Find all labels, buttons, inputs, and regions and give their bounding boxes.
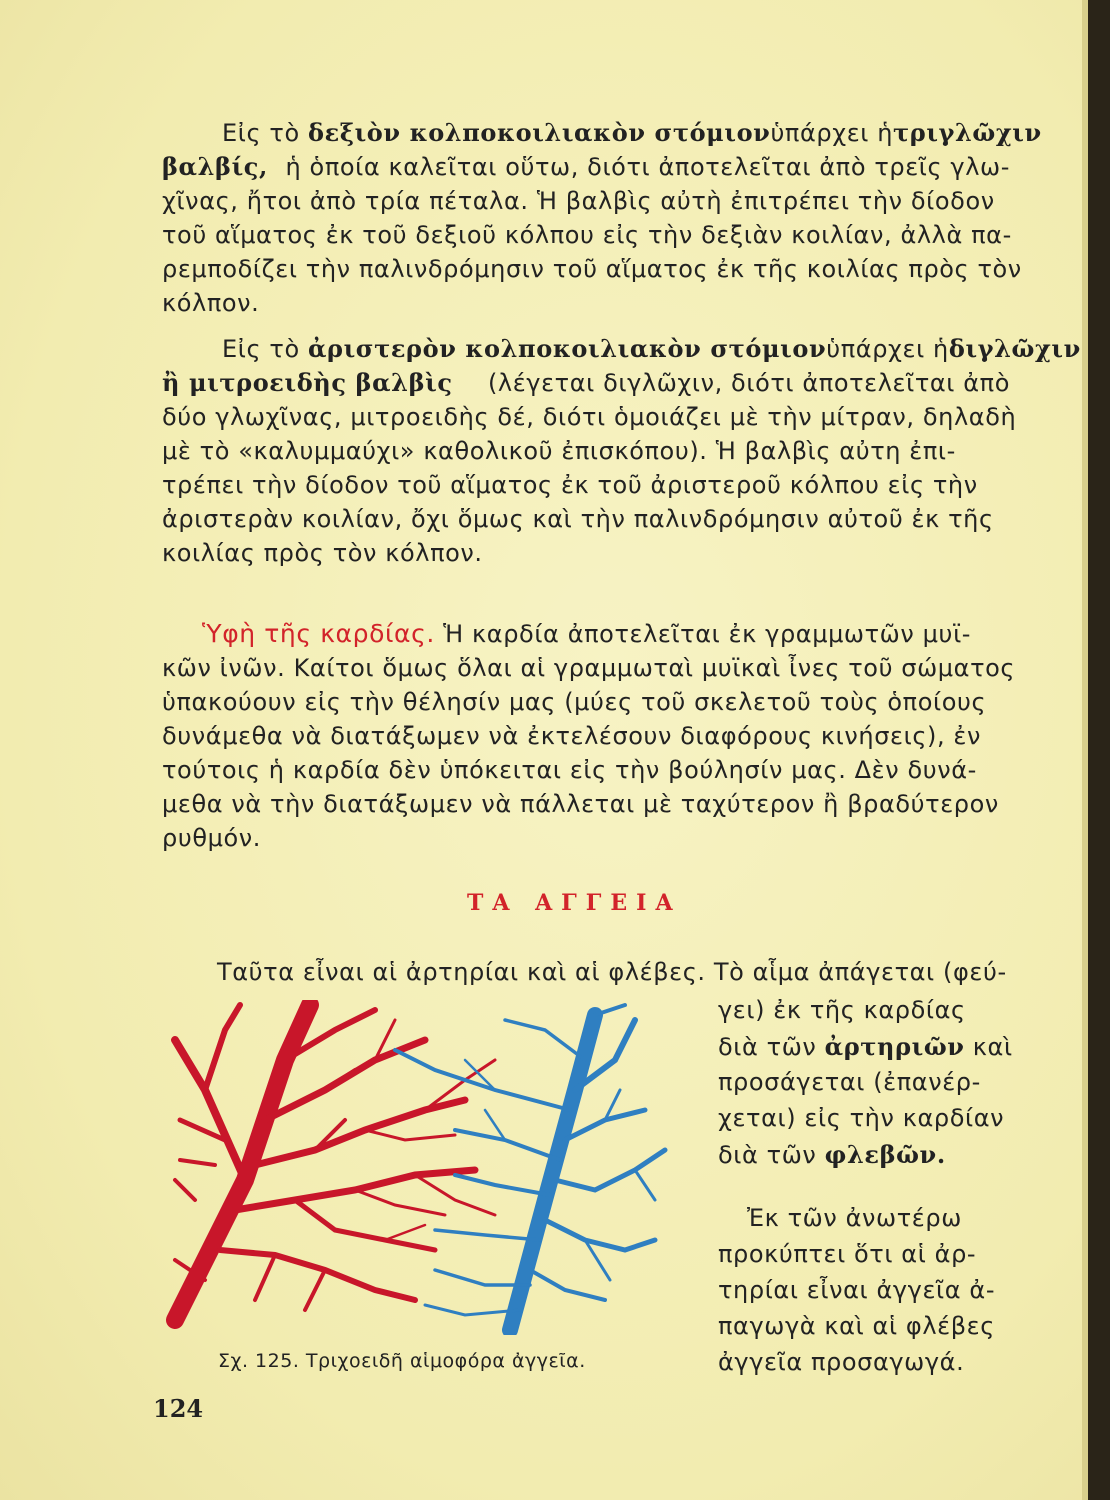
p4-right-2: διὰ τῶν ἀρτηριῶν καὶ [718, 1032, 1013, 1061]
p2-line-5: τρέπει τὴν δίοδον τοῦ αἵματος ἐκ τοῦ ἀριστεροῦ κόλπου εἰς τὴν [162, 471, 978, 499]
p5-right-3: τηρίαι εἶναι ἀγγεῖα ἀ- [718, 1276, 996, 1304]
p5-right-1: Ἐκ τῶν ἀνωτέρω [747, 1204, 962, 1232]
p3-line-3: ὑπακούουν εἰς τὴν θέλησίν μας (μύες τοῦ σκελετοῦ τοὺς ὁποίους [162, 688, 987, 716]
p3-line-5: τούτοις ἡ καρδία δὲν ὑπόκειται εἰς τὴν βούλησίν μας. Δὲν δυνά- [162, 756, 977, 784]
book-spine-edge [1088, 0, 1110, 1500]
p3-line-2: κῶν ἰνῶν. Καίτοι ὅμως ὅλαι αἱ γραμμωταὶ μυϊκαὶ ἶνες τοῦ σώματος [162, 654, 1016, 682]
p3-line-1: Ὑφὴ τῆς καρδίας. Ἡ καρδία ἀποτελεῖται ἐκ γραμμωτῶν μυϊ- [202, 619, 971, 648]
p2-line-3: δύο γλωχῖνας, μιτροειδὴς δέ, διότι ὁμοιάζει μὲ τὴν μίτραν, δηλαδὴ [162, 403, 1017, 431]
p4-right-3: προσάγεται (ἐπανέρ- [718, 1068, 981, 1096]
p1-line-3: χῖνας, ἤτοι ἀπὸ τρία πέταλα. Ἡ βαλβὶς αὐτὴ ἐπιτρέπει τὴν δίοδον [162, 187, 995, 215]
heart-texture-heading: Ὑφὴ τῆς καρδίας. [202, 619, 435, 648]
p4-line-1: Ταῦτα εἶναι αἱ ἀρτηρίαι καὶ αἱ φλέβες. Τὸ αἷμα ἀπάγεται (φεύ- [217, 958, 1007, 986]
section-title: ΤΑ ΑΓΓΕΙΑ [467, 890, 682, 916]
p1-line-1: Εἰς τὸ δεξιὸν κολποκοιλιακὸν στόμιον ὑπάρχει ἡ τριγλῶχιν [222, 118, 1042, 147]
p2-line-2: ἢ μιτροειδὴς βαλβὶς (λέγεται διγλῶχιν, διότι ἀποτελεῖται ἀπὸ [162, 368, 1010, 397]
p4-right-1: γει) ἐκ τῆς καρδίας [718, 996, 966, 1024]
p3-line-6: μεθα νὰ τὴν διατάξωμεν νὰ πάλλεται μὲ ταχύτερον ἢ βραδύτερον [162, 790, 999, 818]
p5-right-4: παγωγὰ καὶ αἱ φλέβες [718, 1312, 995, 1340]
figure-caption: Σχ. 125. Τριχοειδῆ αἱμοφόρα ἀγγεῖα. [218, 1350, 586, 1372]
vein-tree [395, 1005, 665, 1330]
p1-line-2: βαλβίς, ἡ ὁποία καλεῖται οὕτω, διότι ἀποτελεῖται ἀπὸ τρεῖς γλω- [162, 152, 1010, 181]
p5-right-5: ἀγγεῖα προσαγωγά. [718, 1348, 965, 1376]
p2-line-6: ἀριστερὰν κοιλίαν, ὄχι ὅμως καὶ τὴν παλινδρόμησιν αὐτοῦ ἐκ τῆς [162, 505, 994, 533]
p2-line-4: μὲ τὸ «καλυμμαύχι» καθολικοῦ ἐπισκόπου). Ἡ βαλβὶς αὐτη ἐπι- [162, 437, 956, 465]
p3-line-4: δυνάμεθα νὰ διατάξωμεν νὰ ἐκτελέσουν διαφόρους κινήσεις), ἐν [162, 722, 981, 750]
p2-line-1: Εἰς τὸ ἀριστερὸν κολποκοιλιακὸν στόμιον ὑπάρχει ἡ διγλῶχιν [222, 334, 1081, 363]
capillary-blood-vessels-figure [165, 1000, 695, 1335]
p2-line-7: κοιλίας πρὸς τὸν κόλπον. [162, 539, 483, 567]
p1-line-6: κόλπον. [162, 289, 260, 317]
p1-line-5: ρεμποδίζει τὴν παλινδρόμησιν τοῦ αἵματος ἐκ τῆς κοιλίας πρὸς τὸν [162, 255, 1022, 283]
p3-line-7: ρυθμόν. [162, 824, 261, 852]
p5-right-2: προκύπτει ὅτι αἱ ἀρ- [718, 1240, 977, 1268]
p4-right-5: διὰ τῶν φλεβῶν. [718, 1140, 946, 1169]
p1-line-4: τοῦ αἵματος ἐκ τοῦ δεξιοῦ κόλπου εἰς τὴν δεξιὰν κοιλίαν, ἀλλὰ πα- [162, 221, 1012, 249]
p4-right-4: χεται) εἰς τὴν καρδίαν [718, 1104, 1005, 1132]
page-number: 124 [153, 1394, 204, 1423]
